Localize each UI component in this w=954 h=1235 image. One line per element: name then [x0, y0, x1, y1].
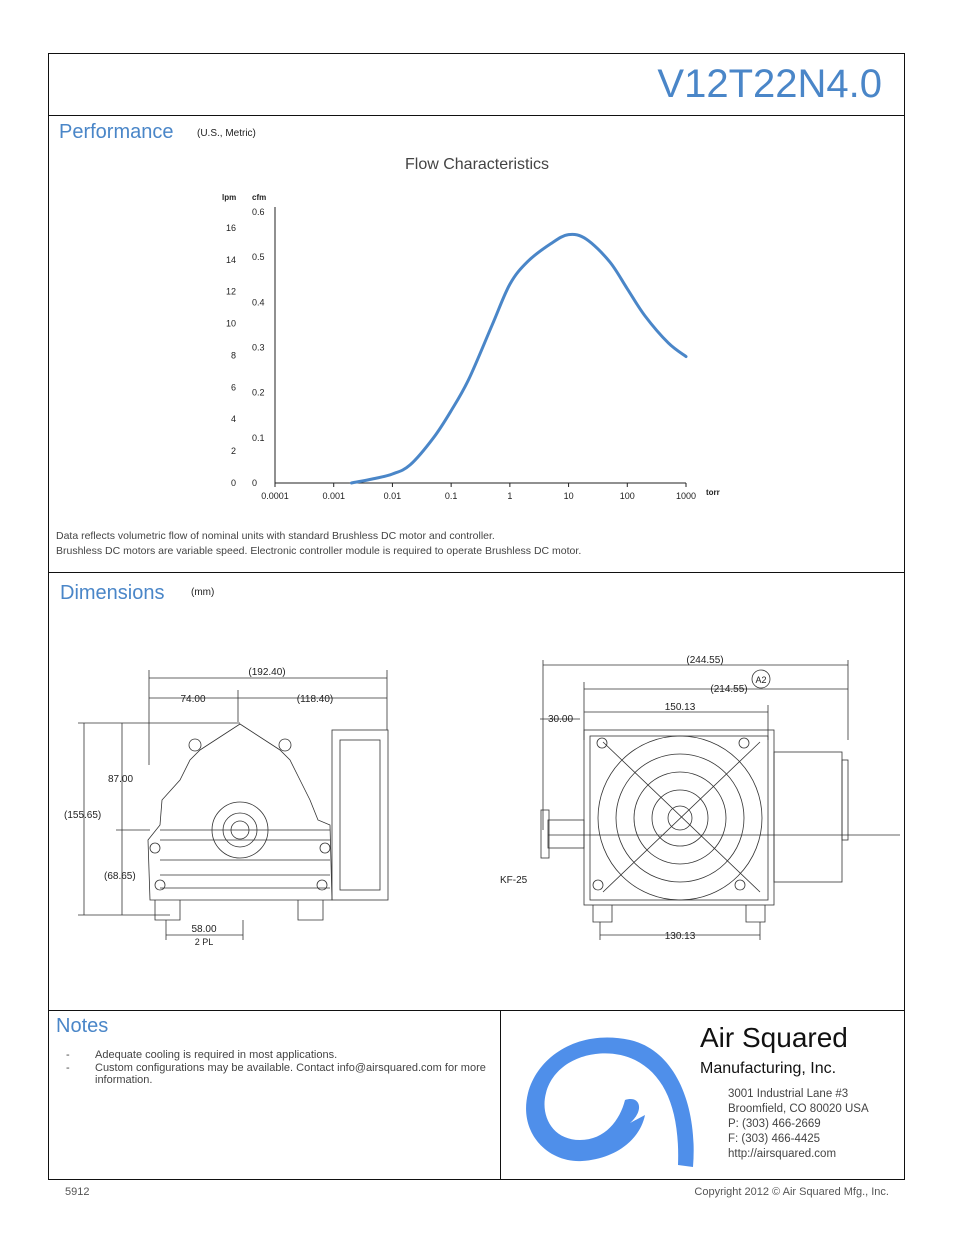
- dim-right-flange: (214.55): [710, 684, 748, 695]
- x-tick-label: 0.001: [322, 491, 345, 501]
- divider-dimensions: [48, 1010, 905, 1011]
- dim-left-height-top: 87.00: [108, 774, 134, 785]
- y-tick-label-cfm: 0: [252, 478, 258, 488]
- x-tick-label: 0.0001: [261, 491, 289, 501]
- note-item: - Adequate cooling is required in most applications.: [66, 1049, 338, 1061]
- front-view-drawing: [0, 630, 954, 1010]
- ylabel-cfm: cfm: [252, 193, 267, 202]
- divider-notes: [500, 1010, 501, 1180]
- notes-list: [66, 1049, 486, 1087]
- company-logo: [520, 1015, 700, 1175]
- performance-note-1: Data reflects volumetric flow of nominal units with standard Brushless DC motor and controller.: [56, 530, 495, 542]
- flow-chart: [0, 180, 954, 700]
- dim-right-port-offset: 30.00: [548, 714, 574, 725]
- x-tick-label: 0.01: [383, 491, 402, 501]
- dim-left-b: (118.40): [296, 694, 334, 705]
- xlabel: torr: [706, 488, 720, 497]
- y-tick-label-lpm: 12: [225, 286, 236, 297]
- x-tick-label: 100: [619, 491, 635, 501]
- y-tick-label-lpm: 6: [230, 382, 236, 393]
- y-tick-label-lpm: 10: [225, 318, 236, 329]
- company-sub: Manufacturing, Inc.: [700, 1060, 837, 1077]
- y-tick-label-cfm: 0.5: [252, 252, 265, 263]
- performance-note-2: Brushless DC motors are variable speed. Electronic controller module is required to operate Brushless DC motor.: [56, 545, 582, 557]
- performance-subtitle: (U.S., Metric): [197, 128, 256, 139]
- dim-left-height-low: (68.65): [104, 871, 136, 882]
- dim-left-height-total: (155.65): [64, 810, 102, 821]
- performance-title: Performance: [59, 121, 174, 143]
- ylabel-lpm: lpm: [222, 193, 237, 202]
- dim-right-base-width: 130.13: [664, 931, 696, 942]
- chart-title: Flow Characteristics: [404, 156, 550, 173]
- y-tick-label-cfm: 0.6: [252, 207, 265, 217]
- dim-left-foot: 58.00: [191, 924, 217, 935]
- dim-right-top-width: 150.13: [664, 702, 696, 713]
- flow-series-line: [351, 234, 686, 483]
- y-tick-label-lpm: 8: [230, 350, 236, 361]
- y-tick-label-cfm: 0.1: [252, 432, 265, 443]
- dim-right-port-label: KF-25: [500, 875, 528, 886]
- logo-swirl: [526, 1037, 694, 1167]
- y-tick-label-lpm: 4: [230, 414, 236, 425]
- company-name: Air Squared: [700, 1022, 848, 1053]
- copyright: Copyright 2012 © Air Squared Mfg., Inc.: [694, 1186, 889, 1198]
- y-tick-label-lpm: 16: [225, 222, 236, 233]
- dimensions-title: Dimensions: [60, 582, 165, 604]
- x-tick-label: 1: [507, 491, 513, 501]
- note-item: - Custom configurations may be available. Contact info@airsquared.com for more information.: [66, 1062, 486, 1086]
- dim-left-a: 74.00: [180, 694, 206, 705]
- dim-right-badge: A2: [755, 675, 767, 685]
- divider-header: [48, 115, 905, 116]
- model-number: V12T22N4.0: [657, 62, 882, 106]
- y-tick-label-cfm: 0.4: [252, 297, 265, 308]
- dim-left-overall: (192.40): [248, 667, 286, 678]
- notes-title: Notes: [56, 1015, 109, 1037]
- dim-right-overall: (244.55): [686, 655, 724, 666]
- y-tick-label-lpm: 2: [230, 446, 236, 457]
- company-address: 3001 Industrial Lane #3 Broomfield, CO 80020 USA P: (303) 466-2669 F: (303) 466-4425 http://airsquared.com: [728, 1088, 869, 1160]
- y-tick-label-lpm: 0: [230, 478, 236, 488]
- y-tick-label-cfm: 0.3: [252, 342, 265, 353]
- dim-left-foot-note: 2 PL: [194, 937, 214, 947]
- x-tick-label: 1000: [675, 491, 697, 501]
- y-tick-label-cfm: 0.2: [252, 387, 265, 398]
- doc-number: 5912: [65, 1186, 90, 1198]
- company-website-link[interactable]: http://airsquared.com: [728, 1148, 837, 1160]
- dimensions-subtitle: (mm): [191, 587, 215, 598]
- y-tick-label-lpm: 14: [225, 254, 236, 265]
- x-tick-label: 10: [563, 491, 574, 501]
- x-tick-label: 0.1: [444, 491, 458, 501]
